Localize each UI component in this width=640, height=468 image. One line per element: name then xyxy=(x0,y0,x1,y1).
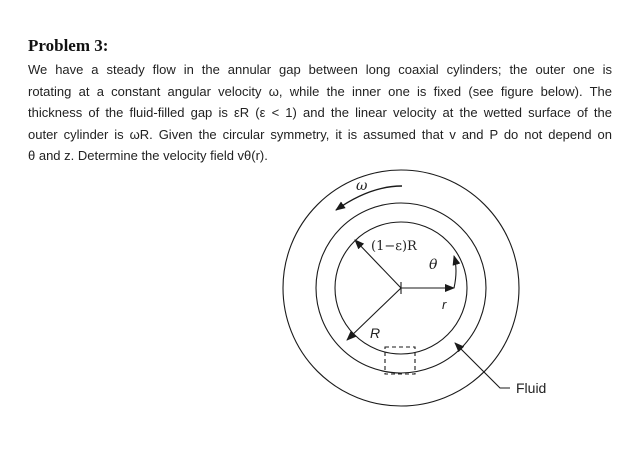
rotation-arrow-icon xyxy=(336,186,402,210)
theta-arrow-icon xyxy=(454,256,456,288)
theta-label: θ xyxy=(429,257,438,273)
statement-line-3: thickness of the fluid-filled gap is εR (ε < 1) and the linear velocity at the wetted surface of the xyxy=(28,105,612,120)
statement-line-1: We have a steady flow in the annular gap between long coaxial cylinders; the outer one is xyxy=(28,62,612,77)
omega-label: ω xyxy=(356,178,368,194)
statement-line-5: θ and z. Determine the velocity field vθ(r). xyxy=(28,148,268,163)
r-label: r xyxy=(442,297,447,312)
problem-title: Problem 3: xyxy=(28,36,109,55)
fluid-label: Fluid xyxy=(516,380,547,396)
statement-line-4: outer cylinder is ωR. Given the circular symmetry, it is assumed that v and P do not depend on xyxy=(28,126,612,142)
outer-radius-label: R xyxy=(370,325,381,341)
inner-radius-label: (1−ε)R xyxy=(371,239,417,254)
control-volume-box xyxy=(385,347,415,374)
statement-line-2: rotating at a constant angular velocity ω, while the inner one is fixed (see figure below). The xyxy=(28,83,612,99)
